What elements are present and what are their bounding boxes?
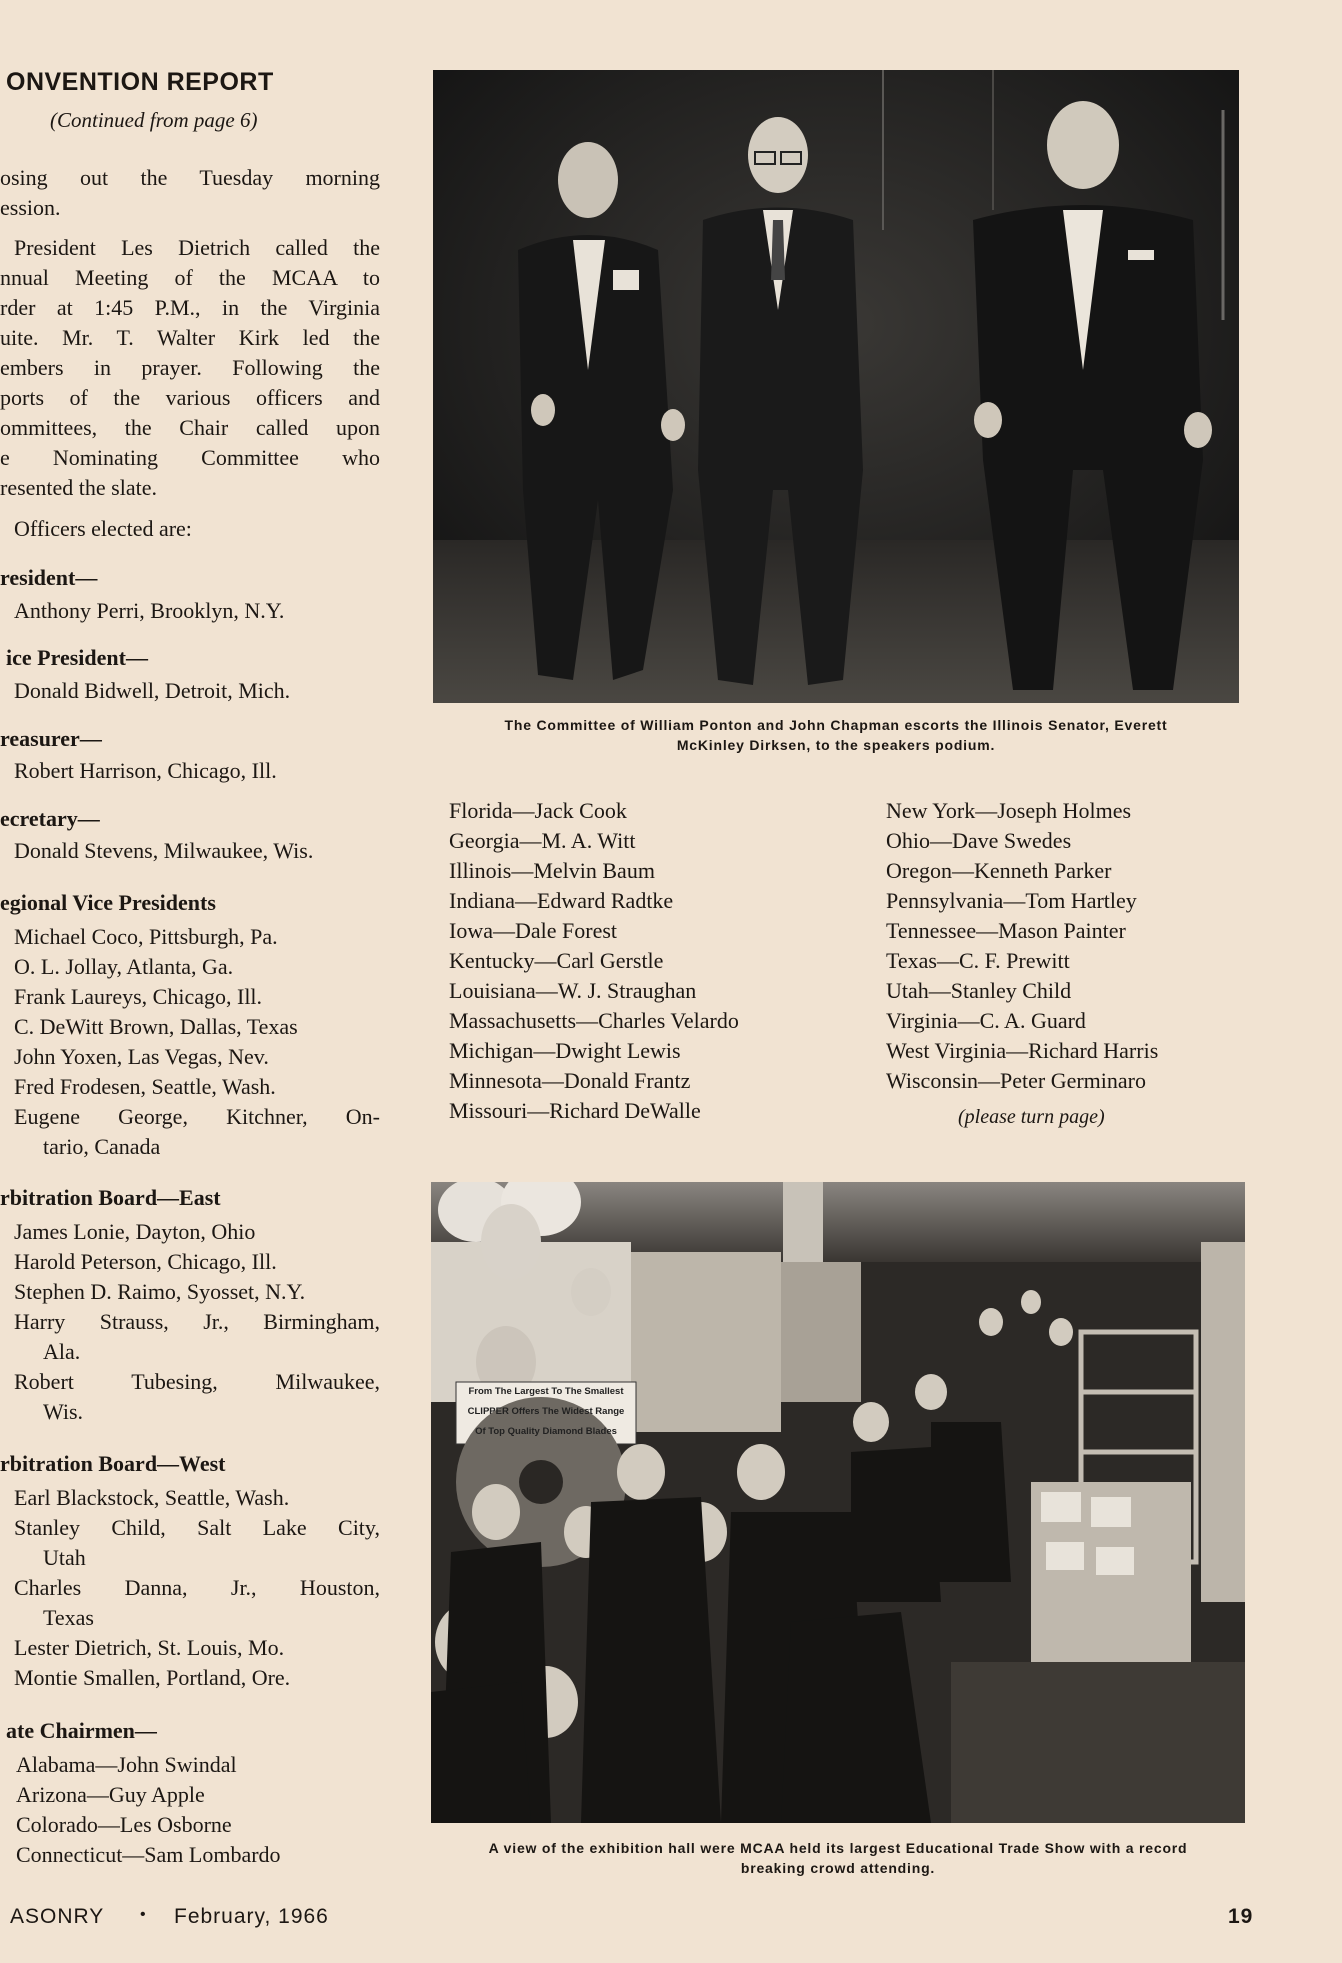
text-line: President Les Dietrich called the [14,235,380,260]
list-item: Ala. [43,1339,81,1364]
list-item: Oregon—Kenneth Parker [886,858,1112,883]
state-chairmen-heading: ate Chairmen— [6,1718,157,1743]
caption-line: McKinley Dirksen, to the speakers podium. [676,737,996,753]
photo-exhibition-caption [414,1838,1262,1878]
text-line: ommittees, the Chair called upon [0,415,380,440]
list-item: Connecticut—Sam Lombardo [16,1842,281,1867]
list-item: Harold Peterson, Chicago, Ill. [14,1249,277,1274]
list-item: West Virginia—Richard Harris [886,1038,1159,1063]
list-item: Kentucky—Carl Gerstle [449,948,664,973]
sign-line: CLIPPER Offers The Widest Range [467,1406,625,1417]
list-item: James Lonie, Dayton, Ohio [14,1219,256,1244]
list-item: Ohio—Dave Swedes [886,828,1072,853]
intro-paragraph-2 [0,233,380,503]
list-item: Iowa—Dale Forest [449,918,618,943]
list-item: Utah—Stanley Child [886,978,1072,1003]
text-line: ession. [0,195,61,220]
list-item: Earl Blackstock, Seattle, Wash. [14,1485,290,1510]
footer-bullet: • [140,1906,147,1923]
photo-exhibition-hall-image [431,1182,1245,1823]
list-item: Frank Laureys, Chicago, Ill. [14,984,263,1009]
arbitration-east-heading: rbitration Board—East [0,1185,221,1210]
list-item: Fred Frodesen, Seattle, Wash. [14,1074,276,1099]
continued-note: (Continued from page 6) [50,108,258,132]
list-item: Utah [43,1545,86,1570]
list-item: Minnesota—Donald Frantz [449,1068,691,1093]
list-item: Wis. [43,1399,84,1424]
list-item: O. L. Jollay, Atlanta, Ga. [14,954,234,979]
officers-intro: Officers elected are: [14,516,192,541]
sign-line: From The Largest To The Smallest [468,1386,624,1397]
list-item: Wisconsin—Peter Germinaro [886,1068,1146,1093]
arbitration-west-heading: rbitration Board—West [0,1451,226,1476]
list-item: Montie Smallen, Portland, Ore. [14,1665,291,1690]
intro-paragraph-1 [0,163,380,223]
text-line: e Nominating Committee who [0,445,380,470]
list-item: Louisiana—W. J. Straughan [449,978,697,1003]
list-item: C. DeWitt Brown, Dallas, Texas [14,1014,298,1039]
text-line: resented the slate. [0,475,157,500]
text-line: uite. Mr. T. Walter Kirk led the [0,325,380,350]
booth-sign [456,1382,636,1444]
list-item: Charles Danna, Jr., Houston, [14,1575,380,1600]
list-item: Indiana—Edward Radtke [449,888,674,913]
list-item: Illinois—Melvin Baum [449,858,655,883]
text-line: osing out the Tuesday morning [0,165,380,190]
list-item: John Yoxen, Las Vegas, Nev. [14,1044,269,1069]
caption-line: A view of the exhibition hall were MCAA held its largest Educational Trade Show with a record [488,1840,1188,1856]
vice-president-heading: ice President— [6,645,148,670]
list-item: tario, Canada [43,1134,161,1159]
list-item: New York—Joseph Holmes [886,798,1132,823]
photo-committee-escort-image [433,70,1239,703]
list-item: Colorado—Les Osborne [16,1812,232,1837]
treasurer-name: Robert Harrison, Chicago, Ill. [14,758,277,783]
list-item: Texas—C. F. Prewitt [886,948,1070,973]
text-line: embers in prayer. Following the [0,355,380,380]
caption-line: The Committee of William Ponton and John Chapman escorts the Illinois Senator, Everett [504,717,1168,733]
turn-page-note: (please turn page) [958,1106,1105,1128]
list-item: Stephen D. Raimo, Syosset, N.Y. [14,1279,306,1304]
section-title: ONVENTION REPORT [6,68,274,96]
photo-exhibition-hall [431,1182,1245,1823]
regional-heading: egional Vice Presidents [0,890,216,915]
list-item: Stanley Child, Salt Lake City, [14,1515,380,1540]
list-item: Eugene George, Kitchner, On- [14,1104,380,1129]
list-item: Michigan—Dwight Lewis [449,1038,681,1063]
list-item: Texas [43,1605,94,1630]
caption-line: breaking crowd attending. [740,1860,936,1876]
footer-magazine-name: ASONRY [10,1905,105,1928]
list-item: Florida—Jack Cook [449,798,627,823]
list-item: Harry Strauss, Jr., Birmingham, [14,1309,380,1334]
list-item: Alabama—John Swindal [16,1752,237,1777]
text-line: ports of the various officers and [0,385,380,410]
footer-date: February, 1966 [174,1905,329,1928]
list-item: Pennsylvania—Tom Hartley [886,888,1137,913]
president-name: Anthony Perri, Brooklyn, N.Y. [14,598,285,623]
list-item: Georgia—M. A. Witt [449,828,636,853]
photo-committee-escort [433,70,1239,703]
sign-line: Of Top Quality Diamond Blades [475,1426,617,1437]
vice-president-name: Donald Bidwell, Detroit, Mich. [14,678,291,703]
list-item: Robert Tubesing, Milwaukee, [14,1369,380,1394]
president-heading: resident— [0,565,98,590]
list-item: Arizona—Guy Apple [16,1782,205,1807]
list-item: Lester Dietrich, St. Louis, Mo. [14,1635,285,1660]
treasurer-heading: reasurer— [0,726,102,751]
list-item: Massachusetts—Charles Velardo [449,1008,739,1033]
list-item: Virginia—C. A. Guard [886,1008,1086,1033]
photo-committee-caption [420,715,1252,755]
list-item: Michael Coco, Pittsburgh, Pa. [14,924,278,949]
text-line: nnual Meeting of the MCAA to [0,265,380,290]
list-item: Tennessee—Mason Painter [886,918,1126,943]
secretary-heading: ecretary— [0,806,100,831]
secretary-name: Donald Stevens, Milwaukee, Wis. [14,838,314,863]
page-number: 19 [1228,1905,1254,1928]
list-item: Missouri—Richard DeWalle [449,1098,701,1123]
text-line: rder at 1:45 P.M., in the Virginia [0,295,380,320]
